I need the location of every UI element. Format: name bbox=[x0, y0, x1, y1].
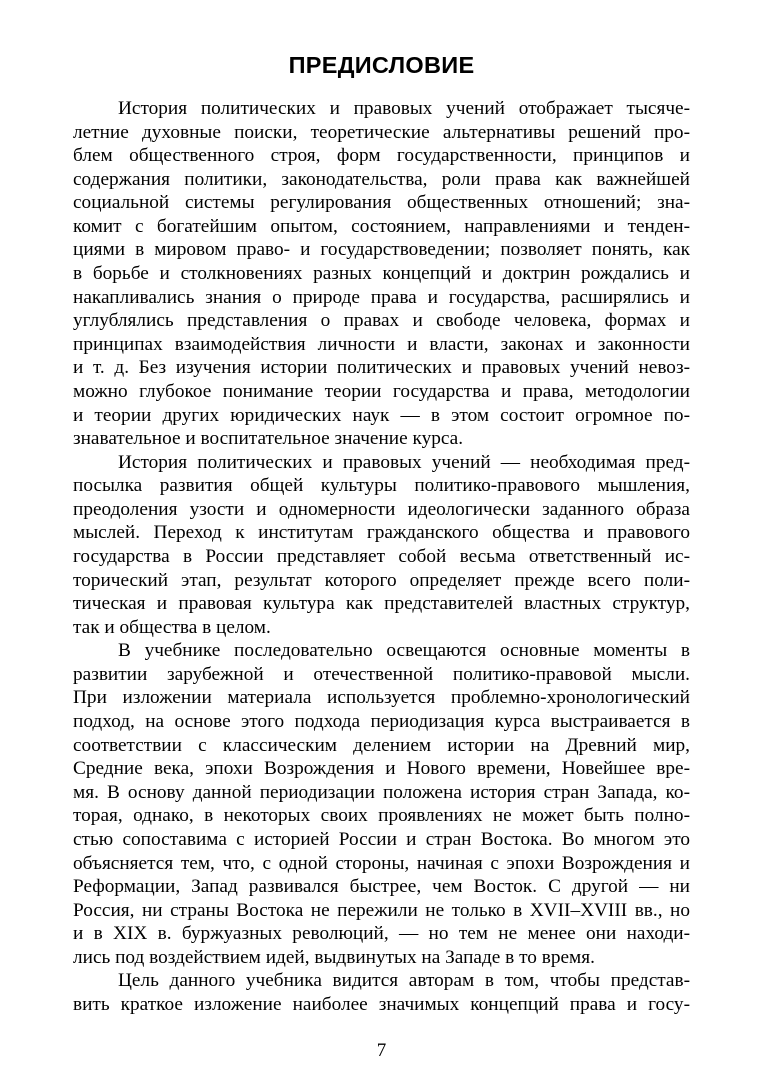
text-line: мя. В основу данной периодизации положена история стран Запада, ко- bbox=[73, 781, 690, 803]
text-line: соответствии с классическим делением истории на Древний мир, bbox=[73, 734, 690, 756]
text-line: социальной системы регулирования общественных отношений; зна- bbox=[73, 192, 690, 214]
text-line: объясняется тем, что, с одной стороны, начиная с эпохи Возрождения и bbox=[73, 852, 690, 874]
text-line: и т. д. Без изучения истории политических и правовых учений невоз- bbox=[73, 357, 690, 379]
text-line: комит с богатейшим опытом, состоянием, направлениями и тенден- bbox=[73, 215, 690, 237]
text-line: История политических и правовых учений — необходимая пред- bbox=[118, 451, 690, 473]
page-title: ПРЕДИСЛОВИЕ bbox=[288, 52, 475, 78]
text-line: тическая и правовая культура как представителей властных структур, bbox=[73, 593, 690, 615]
text-line: принципах взаимодействия личности и власти, законах и законности bbox=[73, 333, 690, 355]
text-line: Россия, ни страны Востока не пережили не только в XVII–XVIII вв., но bbox=[73, 899, 690, 921]
text-line: преодоления узости и одномерности идеологически заданного образа bbox=[73, 498, 690, 520]
text-line: содержания политики, законодательства, роли права как важнейшей bbox=[73, 168, 690, 190]
text-line: торический этап, результат которого определяет прежде всего поли- bbox=[73, 569, 690, 591]
text-line: История политических и правовых учений отображает тысяче- bbox=[118, 98, 690, 119]
text-line: вить краткое изложение наиболее значимых концепций права и госу- bbox=[73, 993, 690, 1015]
text-line: торая, однако, в некоторых своих проявлениях не может быть полно- bbox=[73, 805, 690, 827]
text-line: Реформации, Запад развивался быстрее, чем Восток. С другой — ни bbox=[73, 876, 690, 898]
text-line: углублялись представления о правах и свободе человека, формах и bbox=[73, 310, 690, 332]
text-line: Средние века, эпохи Возрождения и Нового времени, Новейшее вре- bbox=[73, 758, 690, 780]
text-line: можно глубокое понимание теории государства и права, методологии bbox=[73, 380, 690, 402]
text-line: стью сопоставима с историей России и стран Востока. Во многом это bbox=[73, 828, 690, 850]
text-line: циями в мировом право- и государствоведении; позволяет понять, как bbox=[73, 239, 690, 261]
paragraph bbox=[73, 969, 690, 1016]
paragraph bbox=[73, 451, 690, 640]
text-line: посылка развития общей культуры политико-правового мышления, bbox=[73, 475, 690, 497]
paragraph bbox=[73, 639, 690, 969]
text-line: так и общества в целом. bbox=[73, 616, 271, 638]
body-text bbox=[73, 97, 690, 1017]
text-line: накапливались знания о природе права и государства, расширялись и bbox=[73, 286, 690, 308]
text-line: знавательное и воспитательное значение курса. bbox=[73, 428, 464, 450]
text-line: и в XIX в. буржуазных революций, — но тем не менее они находи- bbox=[73, 923, 690, 945]
text-line: блем общественного строя, форм государственности, принципов и bbox=[73, 145, 690, 167]
text-line: мыслей. Переход к институтам гражданского общества и правового bbox=[73, 522, 690, 544]
page-number: 7 bbox=[376, 1040, 387, 1061]
text-line: подход, на основе этого подхода периодизация курса выстраивается в bbox=[73, 711, 690, 733]
text-line: При изложении материала используется проблемно-хронологический bbox=[73, 687, 690, 709]
text-line: развитии зарубежной и отечественной политико-правовой мысли. bbox=[73, 663, 690, 685]
text-line: в борьбе и столкновениях разных концепций и доктрин рождались и bbox=[73, 263, 690, 285]
text-line: В учебнике последовательно освещаются основные моменты в bbox=[118, 640, 690, 662]
paragraph bbox=[73, 97, 690, 451]
text-line: и теории других юридических наук — в этом состоит огромное по- bbox=[73, 404, 690, 426]
text-line: летние духовные поиски, теоретические альтернативы решений про- bbox=[73, 121, 690, 143]
text-line: Цель данного учебника видится авторам в том, чтобы представ- bbox=[118, 970, 690, 992]
text-line: государства в России представляет собой весьма ответственный ис- bbox=[73, 545, 690, 567]
text-line: лись под воздействием идей, выдвинутых на Западе в то время. bbox=[73, 946, 595, 968]
